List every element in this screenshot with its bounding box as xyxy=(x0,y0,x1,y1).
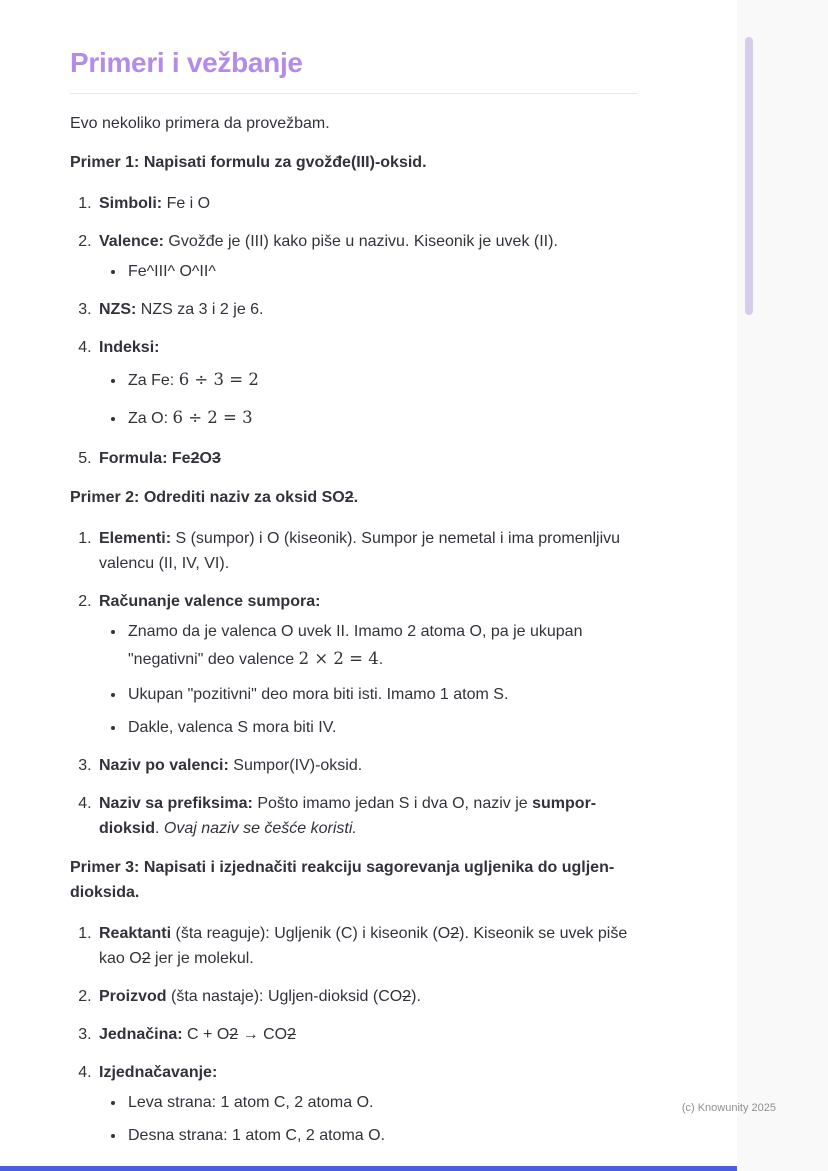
list-item xyxy=(96,791,637,841)
bullet-item xyxy=(126,259,637,284)
item-text: jer je molekul. xyxy=(155,950,254,967)
nested-bullet-list xyxy=(99,365,637,433)
primer3-heading: Primer 3: Napisati i izjednačiti reakciju sagorevanja ugljenika do ugljen-dioksida. xyxy=(70,859,615,901)
nested-bullet-list xyxy=(99,619,637,740)
subscript-strike: 2 xyxy=(190,450,200,467)
heading-text: . xyxy=(353,489,359,506)
item-label: Indeksi: xyxy=(99,339,160,356)
item-text: Za O: xyxy=(128,410,169,427)
list-item xyxy=(96,984,637,1009)
scrollbar-thumb[interactable] xyxy=(745,37,753,315)
item-label: Elementi: xyxy=(99,530,172,547)
item-text: Dakle, valenca S mora biti IV. xyxy=(128,719,337,736)
subscript-strike: 2 xyxy=(344,489,354,506)
bullet-item xyxy=(126,715,637,740)
primer3-list xyxy=(70,921,637,1148)
item-label: NZS: xyxy=(99,301,137,318)
item-label: Računanje valence sumpora: xyxy=(99,593,321,610)
item-label: Naziv sa prefiksima: xyxy=(99,795,253,812)
nested-bullet-list xyxy=(99,259,637,284)
bullet-item xyxy=(126,682,637,707)
list-item xyxy=(96,589,637,740)
primer1-heading: Primer 1: Napisati formulu za gvožđe(III)-oksid. xyxy=(70,154,427,171)
item-text: Fe^III^ O^II^ xyxy=(128,263,216,280)
item-label: Formula: xyxy=(99,450,168,467)
primer1-list xyxy=(70,191,637,471)
item-label: Izjednačavanje: xyxy=(99,1064,218,1081)
item-text: NZS za 3 i 2 je 6. xyxy=(140,301,264,318)
bullet-item xyxy=(126,619,637,674)
bottom-accent-bar xyxy=(0,1166,737,1171)
item-text: (šta nastaje): Ugljen-dioksid (CO xyxy=(171,988,403,1005)
item-text: (šta reaguje): Ugljenik (C) i kiseonik (O xyxy=(175,925,451,942)
bullet-item xyxy=(126,1090,637,1115)
list-item xyxy=(96,1022,637,1047)
primer2-list xyxy=(70,526,637,841)
subscript-strike: 2 xyxy=(287,1026,296,1043)
item-label: Jednačina: xyxy=(99,1026,183,1043)
list-item xyxy=(96,1060,637,1148)
formula-text: O xyxy=(199,450,212,467)
item-label: Naziv po valenci: xyxy=(99,757,229,774)
item-text: Pošto imamo jedan S i dva O, naziv je xyxy=(257,795,528,812)
list-item xyxy=(96,446,637,471)
list-item xyxy=(96,229,637,284)
list-item xyxy=(96,191,637,216)
list-item xyxy=(96,921,637,971)
math-expression: 2 × 2 = 4 xyxy=(298,649,379,668)
intro-paragraph: Evo nekoliko primera da provežbam. xyxy=(70,115,330,132)
subscript-strike: 2 xyxy=(402,988,412,1005)
item-text: Gvožđe je (III) kako piše u nazivu. Kiseonik je uvek (II). xyxy=(168,233,558,250)
item-italic: Ovaj naziv se češće koristi. xyxy=(163,820,357,837)
item-text: → CO xyxy=(242,1026,288,1043)
math-expression: 6 ÷ 3 = 2 xyxy=(178,370,259,389)
item-text: ). xyxy=(411,988,421,1005)
item-label: Proizvod xyxy=(99,988,167,1005)
item-text: Leva strana: 1 atom C, 2 atoma O. xyxy=(128,1094,374,1111)
item-text: . xyxy=(378,651,384,668)
nested-bullet-list xyxy=(99,1090,637,1148)
bullet-item xyxy=(126,1123,637,1148)
item-text: S (sumpor) i O (kiseonik). Sumpor je nemetal i ima promenljivu valencu (II, IV, VI). xyxy=(99,530,621,572)
item-text: . xyxy=(155,820,160,837)
title-divider xyxy=(70,93,637,94)
bullet-item xyxy=(126,365,637,395)
subscript-strike: 2 xyxy=(229,1026,239,1043)
list-item xyxy=(96,335,637,433)
item-label: Valence: xyxy=(99,233,164,250)
list-item xyxy=(96,526,637,576)
math-expression: 6 ÷ 2 = 3 xyxy=(172,408,253,427)
item-text: Znamo da je valenca O uvek II. Imamo 2 atoma O, pa je ukupan "negativni" deo valence xyxy=(128,623,583,668)
item-text: ). Kiseonik se uvek piše kao O xyxy=(99,925,628,967)
heading-text: Primer 2: Odrediti naziv za oksid SO xyxy=(70,489,345,506)
item-text: Za Fe: xyxy=(128,372,175,389)
item-text: Sumpor(IV)-oksid. xyxy=(233,757,363,774)
formula-text: Fe xyxy=(171,450,191,467)
list-item xyxy=(96,297,637,322)
item-label: Reaktanti xyxy=(99,925,172,942)
bullet-item xyxy=(126,403,637,433)
primer2-heading xyxy=(70,485,637,510)
item-label: Simboli: xyxy=(99,195,163,212)
page-title: Primeri i vežbanje xyxy=(70,47,303,78)
item-text: C + O xyxy=(187,1026,230,1043)
subscript-strike: 2 xyxy=(141,950,151,967)
copyright-note: (c) Knowunity 2025 xyxy=(681,1102,776,1114)
item-text: Desna strana: 1 atom C, 2 atoma O. xyxy=(128,1127,386,1144)
subscript-strike: 2 xyxy=(450,925,460,942)
list-item xyxy=(96,753,637,778)
item-text: Fe i O xyxy=(166,195,211,212)
item-text: Ukupan "pozitivni" deo mora biti isti. Imamo 1 atom S. xyxy=(128,686,509,703)
subscript-strike: 3 xyxy=(211,450,221,467)
item-bold: sumpor-dioksid xyxy=(99,795,597,837)
